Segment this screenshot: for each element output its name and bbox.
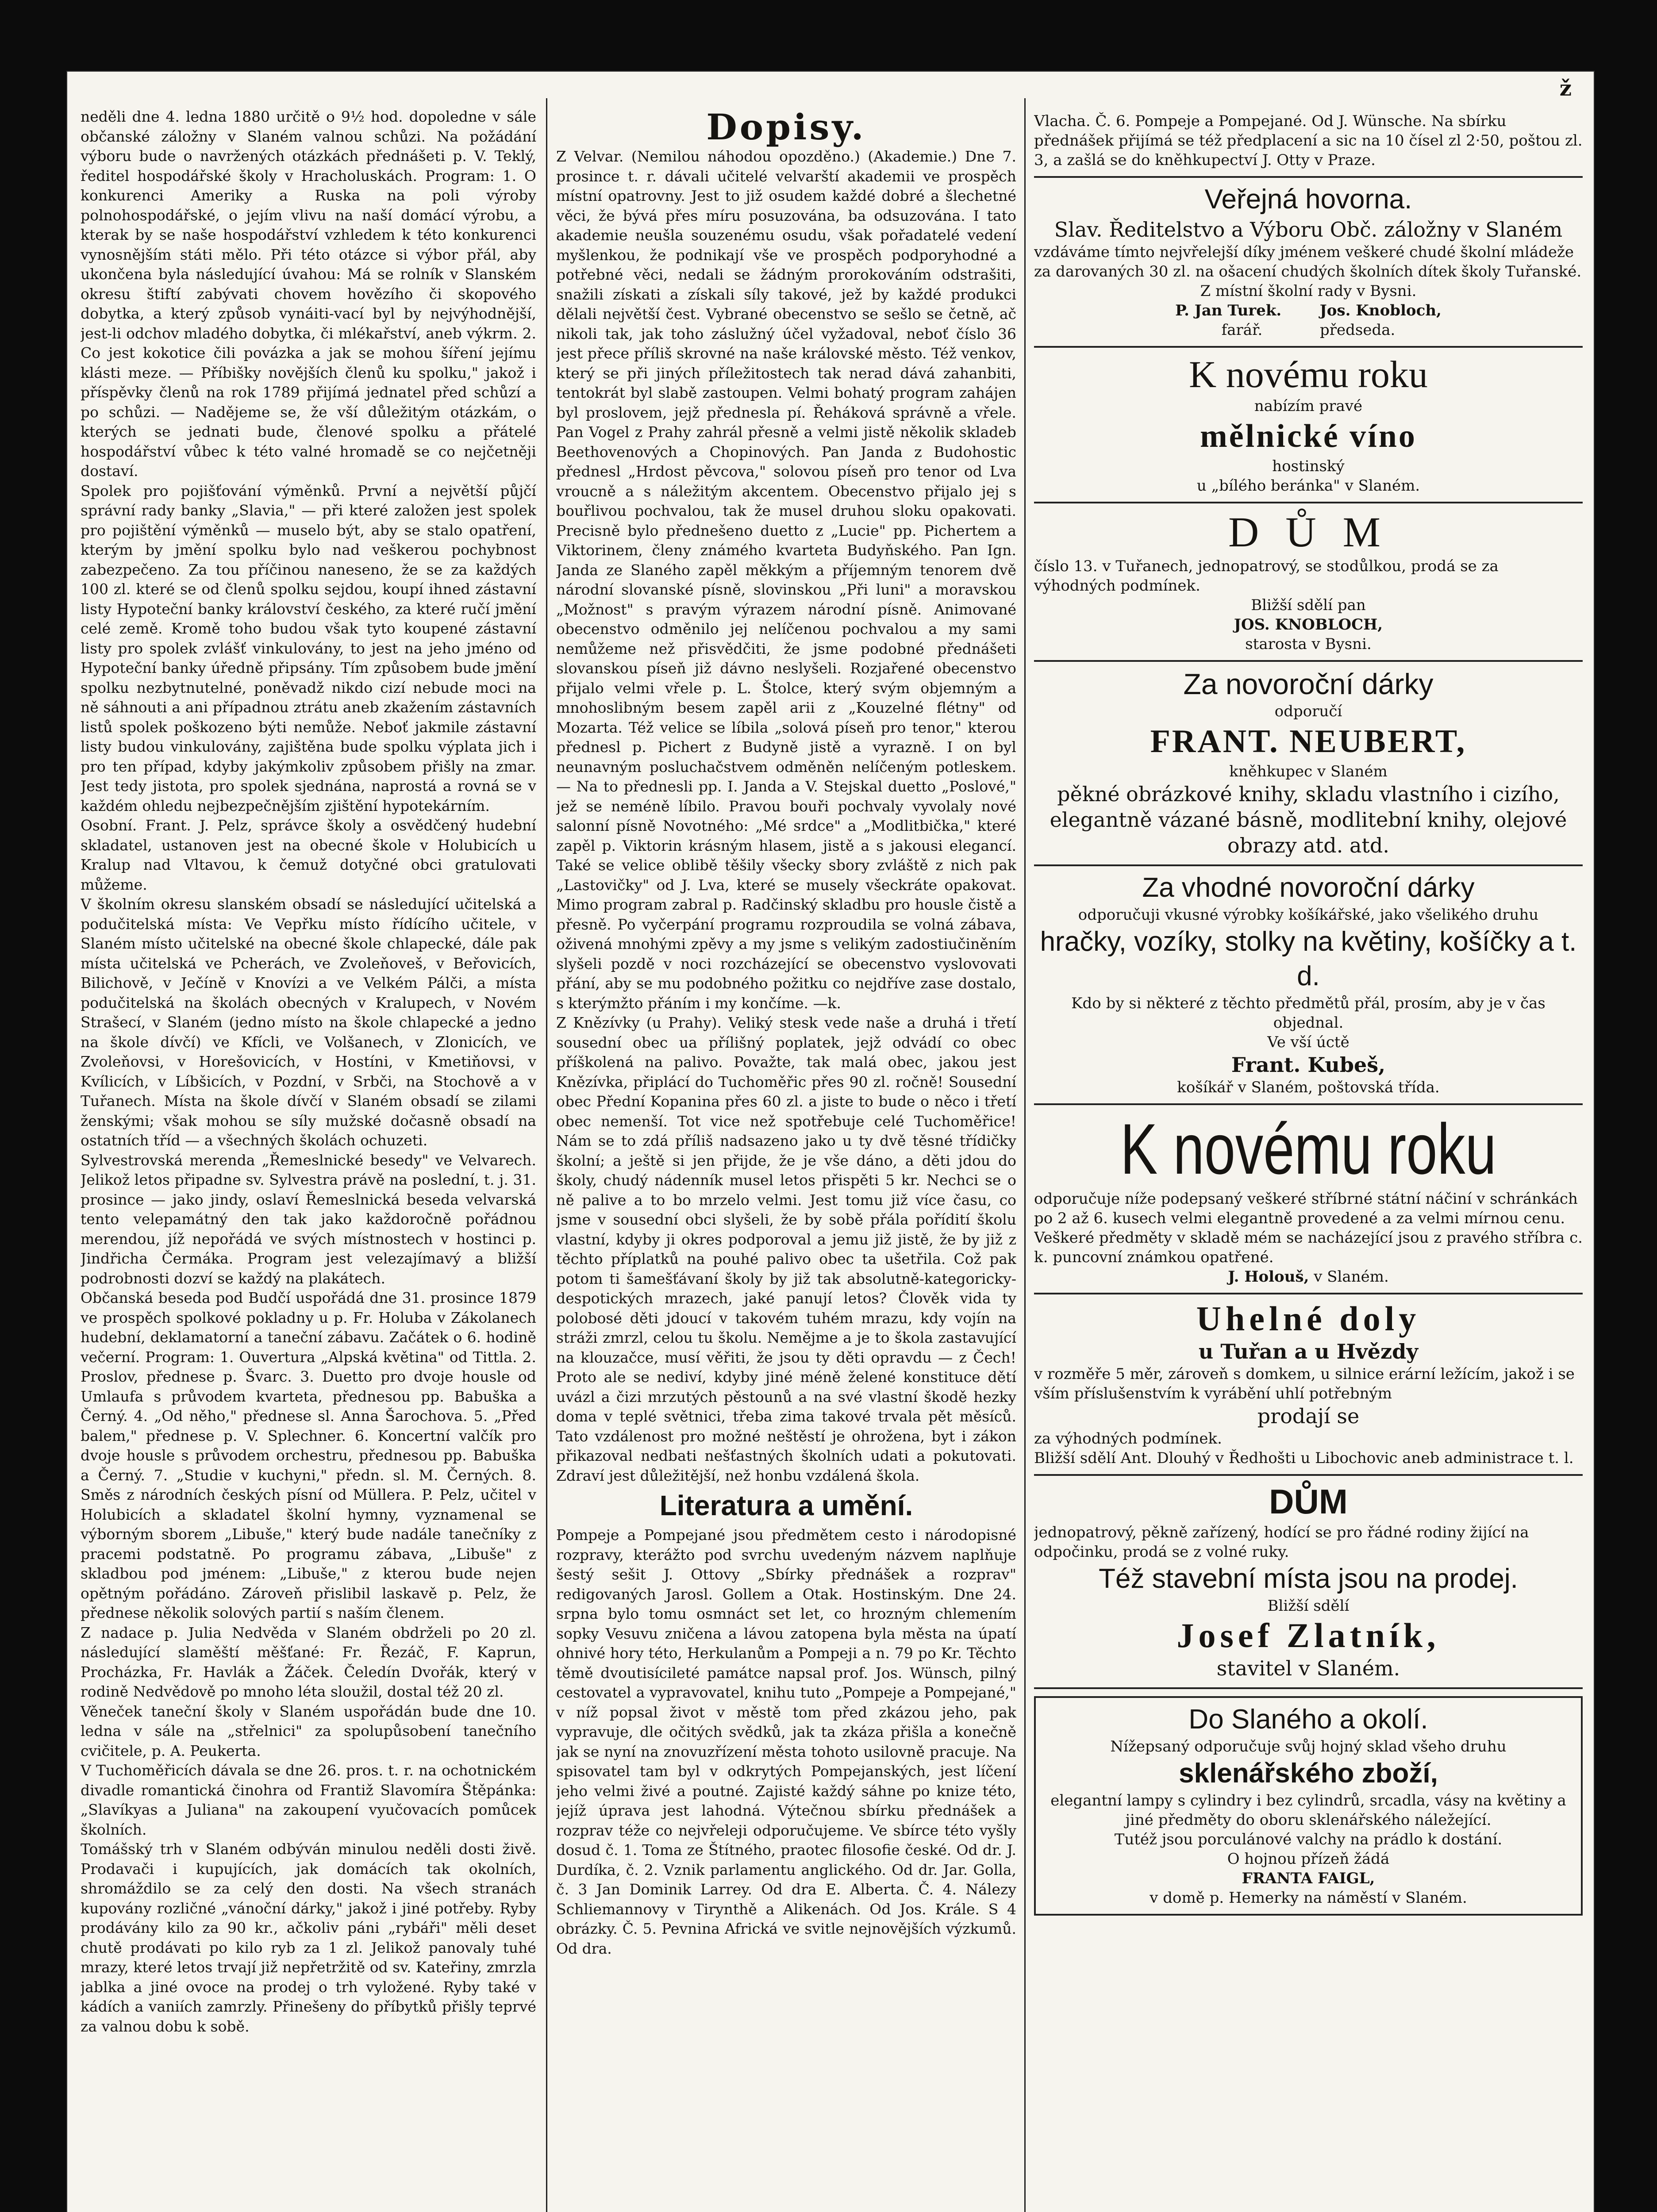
ad-intro [1034,107,1583,178]
ad-wine [1034,348,1583,503]
article-paragraph: Sylvestrovská merenda „Řemeslnické besedy" ve Velvarech. Jelikož letos připadne sv. Sylvestra právě na poslední, t. j. 31. prosince — jako jindy, oslaví Řemeslnická beseda velvarská tento velepamátný den tak jako každoročně pořádnou merendou, jíž nepořádá ve svých místnostech v hostinci p. Jindřicha Čermáka. Program jest velezajímavý a bližší podrobnosti dozví se každý na plakátech. [81,1151,536,1287]
signature-name: P. Jan Turek. [1175,302,1282,319]
ad-place: v domě p. Hemerky na náměstí v Slaném. [1150,1889,1467,1907]
ad-title: K novému roku [1189,353,1428,396]
article-paragraph: Osobní. Frant. J. Pelz, správce školy a osvědčený hudební skladatel, ustanoven jest na obecné škole v Holubicích u Kralup nad Vltavou, k čemuž dotyčné obci gratulovati můžeme. [81,817,536,893]
ad-more: Bližší sdělí Ant. Dlouhý v Ředhošti u Libochovic aneb administrace t. l. [1034,1449,1574,1467]
article-paragraph: Občanská beseda pod Budčí uspořádá dne 31. prosince 1879 ve prospěch spolkové pokladny u p. Fr. Holuba v Zákolanech hudební, deklamatorní a taneční zábavu. Začátek o 6. hodině večerní. Program: 1. Ouvertura „Alpská květina" od Tittla. 2. Proslov, přednese p. Švarc. 3. Duetto pro dvoje housle od Umlaufa s průvodem kvarteta, přednesou pp. Babuška a Černý. 4. „Od něho," přednese sl. Anna Šarochova. 5. „Před balem," přednese p. V. Splechner. 6. Koncertní valčík pro dvoje housle s průvodem orchestru, přednesou pp. Babuška a Černý. 7. „Studie v kuchyni," předn. sl. M. Černých. 8. Směs z národních českých písní od Müllera. P. Pelz, učitel v Holubicích a skladatel školní hymny, vyznamenal se výborným sborem „Libuše," který bude nadále tanečníky z pracemi podstatně. Po programu zábava, „Libuše" z skladbou pod jménem: „Libuše," z kterou bude nejen opětným pořádáno. Zároveň přislibil laskavě p. Pelz, že přednese několik solových partií s naším členem. [81,1289,536,1621]
ad-name: FRANT. NEUBERT, [1150,723,1467,760]
ad-goods: sklenářského zboží, [1179,1758,1438,1789]
article-paragraph: neděli dne 4. ledna 1880 určitě o 9½ hod. dopoledne v sále občanské záložny v Slaném valnou schůzi. Na požádání výboru bude o navržených otázkách přednášeti p. V. Teklý, ředitel hospodářské školy v Hracholuskách. Program: 1. O konkurenci Ameriky a Ruska na poli výroby polnohospodářské, o jejím vlivu na naší domácí výrobu, a kterak by se naše hospodářství vzhledem k této konkurenci vynosnějším státi mělo. Při této otázce si výbor přál, aby ukončena byla následující úvahou: Má se rolník v Slanském okresu štiftí zabývati chovem hovězího či skopového dobytka, a který způsob vynáiti-vací byl by nejvýhodnější, jest-li odchov mladého dobytka, či mlékařství, aneb výkrm. 2. Co jest kokotice čili povázka a jak se mohou šíření jejímu klásti meze. — Příbišky novějších členů ku spolku," jakož i příspěvky členů na rok 1789 přijímá jednatel před schůzí a po schůzi. — Nadějeme se, že vší důležitým otázkám, o kterých se jednati bude, členové spolku a přátelé hospodářství vůbec k této valné hromadě se co nejčetněji dostaví. [81,108,536,480]
ad-body: pěkné obrázkové knihy, skladu vlastního i cizího, elegantně vázané básně, modlitební knihy, olejové obrazy atd. atd. [1050,782,1567,857]
ad-title: D Ů M [1228,508,1388,556]
intro-text: Vlacha. Č. 6. Pompeje a Pompejané. Od J. Wünsche. Na sbírku přednášek přijímá se též předplacení a sic na 10 čísel zl 2·50, poštou zl. 3, a zašlá se do kněhkupectví J. Otty v Praze. [1034,112,1583,169]
ad-conditions: za výhodných podmínek. [1034,1430,1222,1448]
ad-neubert-books [1034,662,1583,866]
signature-role: předseda. [1320,321,1396,339]
ad-please: O hojnou přízeň žádá [1227,1850,1390,1868]
article-paragraph: Věneček taneční školy v Slaném uspořádán bude dne 10. ledna v sále na „střelnici" za spolupůsobení tanečního cvičitele, p. A. Peukerta. [81,1702,536,1759]
newspaper-page [66,71,1595,2212]
ad-extra: Tutéž jsou porculánové valchy na prádlo k dostání. [1114,1831,1503,1848]
ad-name: Frant. Kubeš, [1231,1053,1386,1077]
ad-name: JOS. KNOBLOCH, [1234,616,1383,634]
ad-holous-silver [1034,1105,1583,1294]
column-local-news [81,107,536,2212]
ad-name: J. Holouš, [1228,1268,1309,1286]
signature-name: Jos. Knobloch, [1319,302,1442,319]
article-paragraph: V Tuchoměřicích dávala se dne 26. pros. t. r. na ochotnickém divadle romantická činohra od Frantiž Slavomíra Štěpánka: „Slavíkyas a Juliana" na zakoupení vyučovacích pomůcek školních. [81,1762,536,1838]
ad-signature [1034,1267,1583,1286]
letter-paragraph: Z Velvar. (Nemilou náhodou opozděno.) (Akademie.) Dne 7. prosince t. r. dávali učitelé velvarští akademii ve prospěch místní opatrovny. Jest to již osudem každé dobré a šlechetné věci, že bývá přes míru posuzována, ba odsuzována. I tato akademie neušla souzenému osudu, však pořadatelé vedení myšlenkou, že podnikají vše ve prospěch podporyhodné a potřebné věci, nedali se žádným prorokováním odstrašiti, snažili získati a získali síly takové, jež by každé produkci dělali největší čest. Vybrané obecenstvo se sešlo se četně, ač nikoli tak, jak toho záslužný účel vyžadoval, neboť číslo 36 jest přece příliš skrovné na naše královské město. Též venkov, který se při jiných příležitostech tak nerad dává zahanbiti, tentokrát byl slabě zastoupen. Velmi bohatý program zahájen byl proslovem, jejž přednesla pí. Řeháková správně a vřele. Pan Vogel z Prahy zahrál přesně a velmi jistě několik skladeb Beethovenových a Chopinových. Pan Janda z Budohostic přednesl „Hrdost pěvcova," solovou píseň pro tenor od Lva vroucně a s náležitým akcentem. Obecenstvo přijalo jej s bouřlivou pochvalou, tak že musel druhou sloku opakovati. Precisně bylo přednešeno duetto z „Lucie" pp. Pichertem a Viktorinem, členy známého kvarteta Budyňského. Pan Ign. Janda ze Slaného zapěl měkkým a příjemným tenorem dvě národní slovanské písně, slovinskou „Při luni" a moravskou „Možnost" s pravým výrazem národní písně. Animované obecenstvo odměnilo jej nelíčenou pochvalou a my sami nemůžeme než přisvědčiti, že jsme podobné přednášeti slovanskou píseň již dávno neslyšeli. Rozjařené obecenstvo přijalo velmi vřele p. L. Štolce, který svým objemným a mnohoslibným besem zapěl arii z „Kouzelné flétny" od Mozarta. Též velice se líbila „solová píseň pro tenor," kterou přednesl p. Pichert z Budyně jistě a vyrazně. I on byl neunavným posluchačstvem odměněn nelíčeným potleskem. — Na to přednesli pp. I. Janda a V. Stejskal duetto „Poslové," jež se neméně líbilo. Pravou bouři pochvaly vyvolaly nové salonní písně Novotného: „Mé srdce" a „Modlitbička," které zapěl p. Viktorin krásným hlasem, jistě a s jakousi elegancí. Také se velice oblibě těšily všecky sbory zvláště z nich pak „Lastovičky" od J. Lva, které se musely všeckráte opakovat. Mimo program zabral p. Radčinský skladbu pro housle čistě a přesně. Po vyčerpání programu rozproudila se volná zábava, oživená mnohými zpěvy a my jsme s velikým zadostiučiněním slyšeli pozdě v noci rozcházející se obecenstvo vyslovovati přání, aby se mu podobného požitku co nejdříve zase dostalo, s kterýmžto přáním i my končíme. —k. [556,148,1016,1012]
ad-product: mělnické víno [1200,418,1417,454]
ad-greeting: Ve vší úctě [1267,1033,1349,1051]
ad-more: Bližší sdělí pan [1251,596,1366,614]
column-advertisements [1034,107,1583,2212]
ad-sale: prodají se [1257,1404,1360,1428]
section-title-literature: Literatura a umění. [659,1490,913,1521]
article-paragraph: Spolek pro pojišťování výměnků. První a největší půjčí správní rady banky „Slavia," — při které založen jest spolek pro pojištění výměnků — muselo být, aby se stalo opatření, kterým by jmění spolku bylo nad veškerou pochybnost zabezpečeno. Za tou příčinou naneseno, že se za každých 100 zl. které se od členů spolku sejdou, koupí ihned zástavní listy Hypoteční banky království českého, za které ručí jmění celé země. Kromě toho budou však tyto koupené zástavní listy pro spolek zvlášť vinkulovány, to jest na jeho jméno od Hypoteční banky úředně připsány. Tím způsobem bude jmění spolku nezbytnutelné, poněvadž nikdo cizí nebude moci na ně sáhnouti a ani případnou ztrátu aneb zkažením zástavních listů spolek poškozeno býti nemůže. Neboť jakmile zástavní listy budou vinkulovány, zajištěna bude spolku výplata jich i pro ten případ, kdyby jakýmkoliv způsobem přišly na zmar. Jest tedy jistota, pro spolek sjednána, naprostá a rovná se v každém ohledu nejbezpečnějším zjištění hypotekárním. [81,482,536,814]
ad-subtitle: odporučí [1274,703,1342,720]
ad-place: v Slaném. [1314,1268,1389,1286]
ad-title: DŮM [1269,1482,1348,1521]
ad-house-sale [1034,503,1583,662]
ad-subtitle: Též stavební místa jsou na prodej. [1099,1563,1518,1594]
ad-house-zlatnik [1034,1476,1583,1689]
ad-role: stavitel v Slaném. [1216,1656,1400,1680]
ad-role: košíkář v Slaném, poštovská třída. [1177,1079,1440,1096]
ad-title: K novému roku [1120,1109,1496,1189]
article-paragraph: Z nadace p. Julia Nedvěda v Slaném obdrželi po 20 zl. následující slaměští měšťané: Fr. Řezáč, F. Kaprun, Procházka, Fr. Havlák a Žáček. Čeledín Dvořák, který v rodině Nedvědově po mnoho léta sloužil, dostal též 20 zl. [81,1624,536,1700]
column-rule [546,98,547,2212]
ad-body: jednopatrový, pěkně zařízený, hodící se pro řádné rodiny žijící na odpočinku, prodá se z volné ruky. [1034,1524,1529,1561]
ad-name: FRANTA FAIGL, [1242,1870,1375,1887]
ad-council: Z místní školní rady v Bysni. [1200,282,1417,300]
ad-title: Za novoroční dárky [1183,668,1434,700]
ad-body: číslo 13. v Tuřanech, jednopatrový, se stodůlkou, prodá se za výhodných podmínek. [1034,557,1499,595]
letter-paragraph: Z Knězívky (u Prahy). Veliký stesk vede naše a druhá i třetí sousední obec ua přílišný poplatek, jejž odvádí co obec příškolená na palivo. Považte, tak malá obec, jakou jest Knězívka, připlácí do Tuchoměřic přes 90 zl. ročně! Sousední obec Přední Kopanina přes 60 zl. a jiste to bude o něco i třetí obec nemenší. Tot vice než spotřebuje celé Tuchoměřice! Nám se to zdá příliš nadsazeno jako u ty dvě těsné třídičky školní; a ještě si jen přijde, že je vše dáno, a děti jdou do školy, chudý nádenník musel letos přispěti 5 kr. Nechci se o ně palive a to bo mrzelo velmi. Jest tomu již více času, co jsme v sousední obci slyšeli, že by sobě přála pořídití školu vlastní, kdyby ji okres podporoval a jemu již jistě, že by již z těchto příplatků na pouhé palivo obec ta ušetřila. Což pak potom ti šamešťávaní školy by již tak absolutně-kategoricky-despotických mrazech, jaké panují letos? Člověk vida ty polobosé děti jdoucí v takovém tuhém mrazu, kdy vojín na stráži zmrzl, celou tu školu. Nemějme a je to škola zastavující na klouzačce, musí věřiti, že jsou ty děti opravdu — z Čech! Proto ale se nediví, kdyby jiné méně želené konstituce dětí uvázl a čizi mrzutých pěstounů a na své vlastní škodě hezky doma v teplé světnici, třeba zima takové trvala pět měsíců. Tato vzdálenost pro možné neštěstí je ohrožena, byt i zákon přikazoval nedbati nešťastných školních udati a pokutovati. Zdraví jest důležitější, než honbu vzdálená škola. [556,1014,1016,1484]
ad-role: kněhkupec v Slaném [1229,763,1388,780]
ad-faigl-glass [1034,1696,1583,1916]
page-marker: ž [1559,76,1572,101]
ad-subtitle: nabízím pravé [1254,397,1363,415]
ad-title: Uhelné doly [1196,1299,1421,1338]
ad-title: Veřejná hovorna. [1204,184,1412,215]
ad-coal-mines [1034,1294,1583,1476]
ad-signatures [1034,301,1583,320]
ad-name: Josef Zlatník, [1176,1616,1440,1655]
column-rule [1024,98,1026,2212]
section-title-dopisy: Dopisy. [706,107,866,148]
ad-role: starosta v Bysni. [1245,635,1372,653]
article-paragraph: V školním okresu slanském obsadí se následující učitelská a podučitelská místa: Ve Vepřku místo řídícího učitele, v Slaném místo učitelské na obecné škole chlapecké, dále pak místa učitelská ve Pcherách, ve Zvoleňoveš, v Beřovicích, Bilichově, v Ječíně v Knovízi a ve Velkém Pálči, a místa podučitelská na školách obecných v Kralupech, v Novém Strašecí, v Slaném (jedno místo na škole chlapecké a jedno na škole dívčí) ve Kfícli, ve Volšanech, v Zlonicích, ve Zvoleňovsi, v Horešovicích, v Hostíni, v Kmetiňovsi, v Kvílicích, v Líbšicích, v Pozdní, v Srbči, na Stochově a v Tuřanech. Místa na škole dívčí v Slaném obsadí se zilami ženskými; však mohou se síly mužské dočasně obsadí na ostatních tříd — a všechných školách ochuzeti. [81,895,536,1149]
ad-subtitle: u Tuřan a u Hvězdy [1198,1340,1419,1363]
ad-subtitle: odporučuji vkusné výrobky košíkářské, jako všelikého druhu [1078,906,1539,924]
ad-body: odporučuje níže podepsaný veškeré stříbrné státní náčiní v schránkách po 2 až 6. kusech velmi elegantně provedené a za velmi mírnou cenu. Veškeré předměty v skladě mém se nacházející jsou z pravého stříbra c. k. puncovní známkou opatřené. [1034,1190,1583,1266]
literature-paragraph: Pompeje a Pompejané jsou předmětem cesto i národopisné rozpravy, kterážto pod svrchu uvedeným názvem naplňuje šestý sešit J. Ottovy „Sbírky přednášek a rozprav" redigovaných Jarosl. Gollem a Otak. Hostinským. Dne 24. srpna bylo tomu osmnáct set let, co hrozným chlemením sopky Vesuvu zničena a lávou zatopena byla města na úpatí ohnivé hory této, Herkulanům a Pompeji a n. 79 po Kr. Těchto těmě dvoutisícileté památce napsal prof. Jos. Wünsch, pilný cestovatel a vypravovatel, knihu tuto „Pompeje a Pompejané," v níž popsal život v městě tom před zkázou jeho, pak vypravuje, dle očitých svědků, jak ta zkáza přišla a konečně jak se nyní na znovuzřízení města tohoto usilovně pracuje. Na spisovatel tam byl v odkrytých Pompejanských, jest líčení jeho velmi živé a poutné. Zajisté každý sáhne po knize této, jejíž úprava jest lahodná. Výtečnou sbírku přednášek a rozprav téže co nejvřeleji odporučujeme. Ve sbírce této vyšly dosud č. 1. Toma ze Štítného, praotec filosofie české. Od dr. J. Durdíka, č. 2. Vznik parlamentu anglického. Od dr. Jar. Golla, č. 3 Jan Dominik Larrey. Od dra E. Alberta. Č. 4. Nálezy Schliemannovy v Tirynthě a Alikenách. Od Jos. Krále. S 4 obrázky. Č. 5. Pevnina Africká ve svitle nejnovějších výzkumů. Od dra. [556,1526,1016,1957]
ad-public-thanks [1034,178,1583,348]
ad-title: Za vhodné novoroční dárky [1142,872,1475,903]
ad-role: hostinský [1272,457,1345,475]
ad-body: vzdáváme tímto nejvřelejší díky jménem veškeré chudé školní mládeže za darovaných 30 zl. na ošacení chudých školních dítek školy Tuřanské. [1034,243,1582,280]
section-ornament [282,2044,335,2049]
ad-body: Nížepsaný odporučuje svůj hojný sklad všeho druhu [1110,1738,1507,1755]
ad-place: u „bílého beránka" v Slaném. [1196,477,1420,495]
ad-subtitle: Slav. Ředitelstvo a Výboru Obč. záložny v Slaném [1054,218,1563,242]
ad-body: Kdo by si některé z těchto předmětů přál, prosím, aby je v čas objednal. [1071,995,1546,1032]
article-paragraph: Tomášský trh v Slaném odbýván minulou neděli dosti živě. Prodavači i kupujících, jak domácích tak okolních, shromáždilo se za celý den dosti. Na všech stranách kupovány rozličné „vánoční dárky," jakož i jiné potřeby. Ryby prodávány kilo za 90 kr., ačkoliv páni „rybáři" měli deset chutě prodávati po kilo ryb za 1 zl. Jelikož panovaly tuhé mrazy, které letos trvají již nepřetržitě od sv. Kateřiny, zmrzla jablka a jiné ovoce na prodej o trh vyložené. Ryby také v kádích a vaniích zamrzly. Přinešeny do příbytků přišly teprvé za valnou dobu k sobě. [81,1840,536,2035]
ad-items: hračky, vozíky, stolky na květiny, košíčky a t. d. [1040,926,1577,991]
ad-list: elegantní lampy s cylindry i bez cylindrů, srcadla, vásy na květiny a jiné předměty do oboru sklenářského náležející. [1050,1792,1566,1829]
signature-role: farář. [1221,321,1263,339]
column-letters [556,107,1016,2212]
ad-more: Bližší sdělí [1267,1597,1349,1615]
ad-signature-roles [1034,320,1583,340]
ad-body: v rozměře 5 měr, zároveň s domkem, u silnice erární ležícím, jakož i se vším příslušenstvím k vyrábění uhlí potřebným [1034,1365,1575,1402]
ad-kubes-baskets [1034,866,1583,1105]
ad-title: Do Slaného a okolí. [1188,1704,1428,1735]
